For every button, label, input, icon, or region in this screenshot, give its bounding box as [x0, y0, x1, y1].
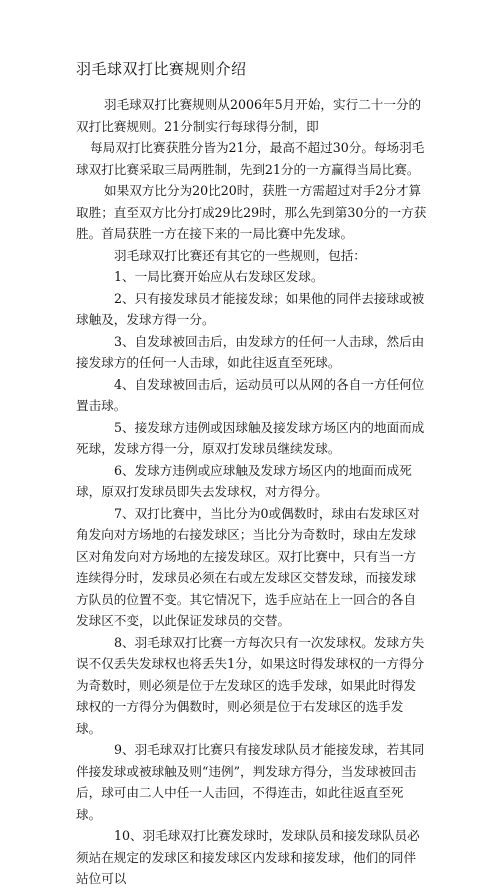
rule-6: 6、发球方违例或应球触及发球方场区内的地面而成死球，原双打发球员即失去发球权，对方得分。 — [76, 462, 412, 499]
rule-8: 8、羽毛球双打比赛一方每次只有一次发球权。发球方失误不仅丢失发球权也将丢失1分，如果这时得发球权的一方得分为奇数时，则必须是位于左发球区的选手发球，如果此时得发球权的一方得分为偶数时，则必须是位于右发球区的选手发球。 — [76, 634, 425, 736]
rule-10: 10、羽毛球双打比赛发球时，发球队员和接发球队员必须站在规定的发球区和接发球区内发球和接发球，他们的同伴站位可以 — [76, 828, 420, 886]
paragraph-1: 羽毛球双打比赛规则从2006年5月开始，实行二十一分的双打比赛规则。21分制实行每球得分制，即 — [76, 97, 422, 134]
rule-4: 4、自发球被回击后，运动员可以从网的各自一方任何位置击球。 — [76, 376, 425, 413]
paragraph-2: 每局双打比赛获胜分皆为21分，最高不超过30分。每场羽毛球双打比赛采取三局两胜制，先到21分的一方赢得当局比赛。 — [76, 140, 425, 177]
paragraph-4: 羽毛球双打比赛还有其它的一些规则，包括： — [114, 247, 366, 263]
document-body — [76, 94, 428, 890]
rule-3: 3、自发球被回击后，由发球方的任何一人击球，然后由接发球方的任何一人击球，如此往返直至死球。 — [76, 333, 425, 370]
rule-5: 5、接发球方违例或因球触及接发球方场区内的地面而成死球，发球方得一分，原双打发球员继续发球。 — [76, 419, 425, 456]
rule-9: 9、羽毛球双打比赛只有接发球队员才能接发球，若其同伴接发球或被球触及则“违例”，判发球方得分，当发球被回击后，球可由二人中任一人击回，不得连击，如此往返直至死球。 — [76, 742, 425, 822]
document-title: 羽毛球双打比赛规则介绍 — [76, 60, 247, 78]
rule-7: 7、双打比赛中，当比分为0或偶数时，球由右发球区对角发向对方场地的右接发球区；当比分为奇数时，球由左发球区对角发向对方场地的左接发球区。双打比赛中，只有当一方连续得分时，发球员必须在右或左发球区交替发球，而接发球方队员的位置不变。其它情况下，选手应站在上一回合的各自发球区不变，以此保证发球员的交替。 — [76, 505, 420, 628]
rule-2: 2、只有接发球员才能接发球；如果他的同伴去接球或被球触及，发球方得一分。 — [76, 290, 425, 327]
paragraph-3: 如果双方比分为20比20时，获胜一方需超过对手2分才算取胜；直至双方比分打成29比29时，那么先到第30分的一方获胜。首局获胜一方在接下来的一局比赛中先发球。 — [76, 183, 427, 241]
rule-1: 1、一局比赛开始应从右发球区发球。 — [114, 269, 324, 284]
